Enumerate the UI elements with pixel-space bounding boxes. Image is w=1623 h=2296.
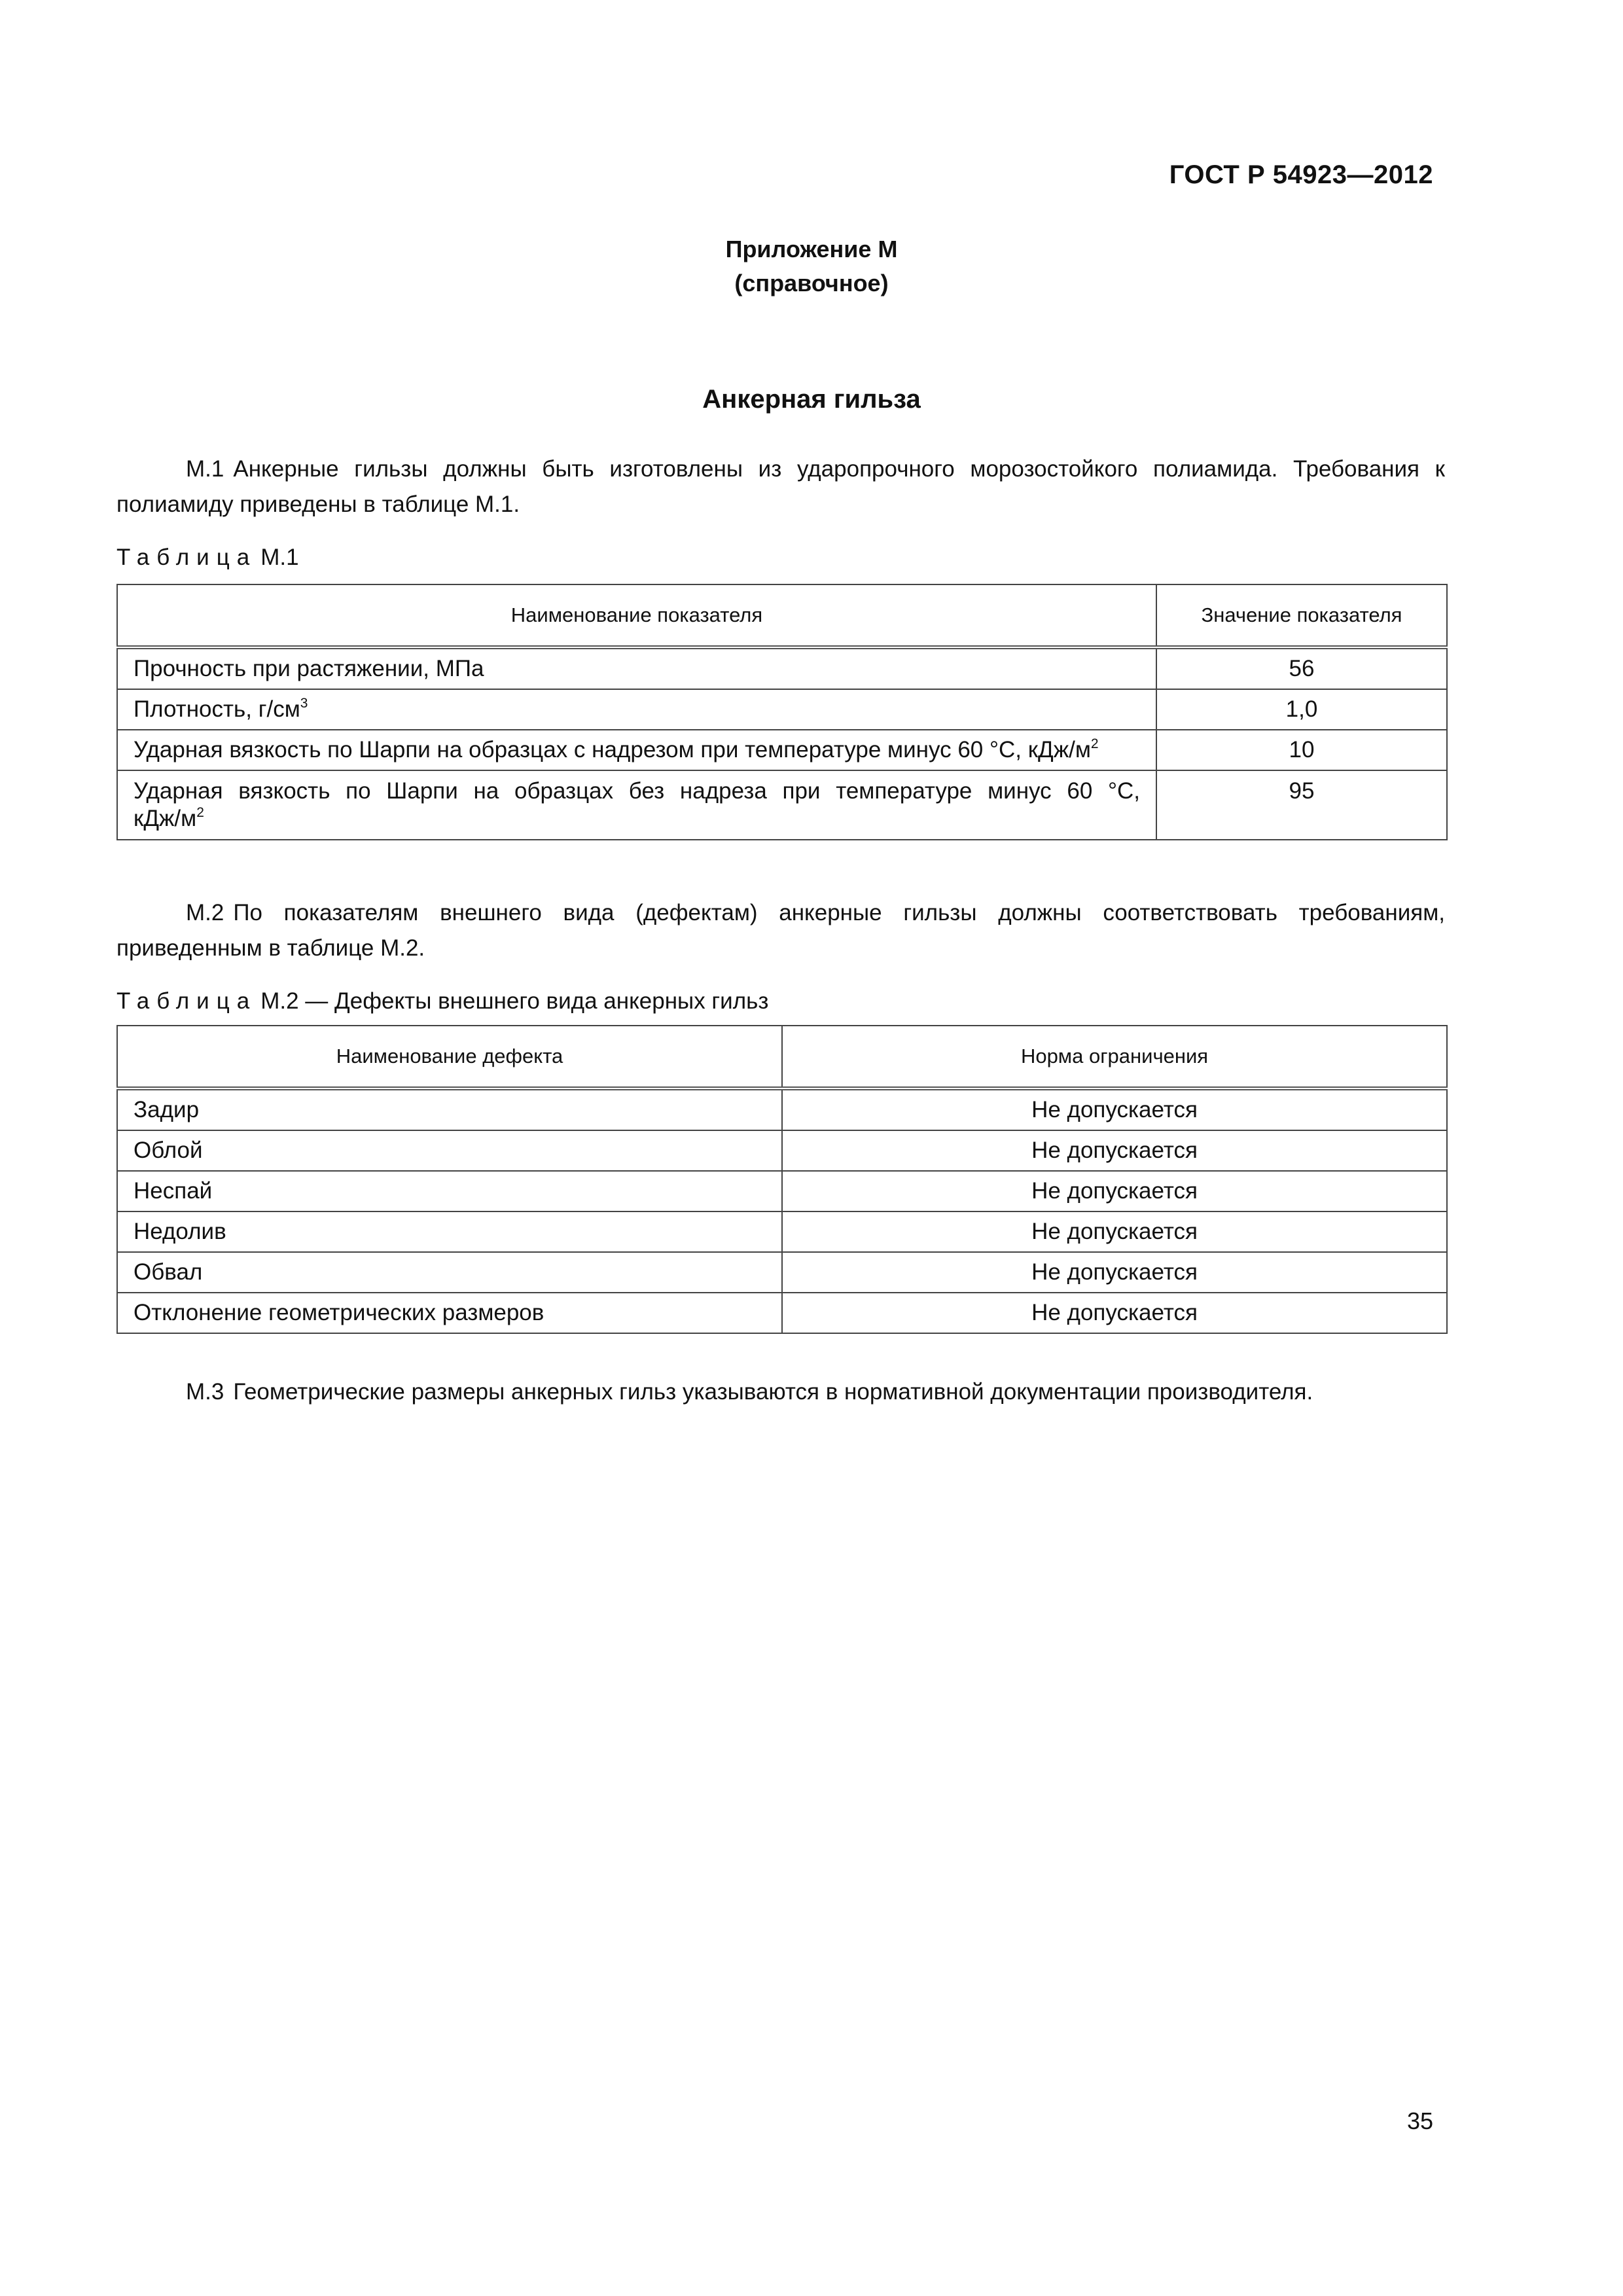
defect-name: Обвал — [117, 1252, 782, 1293]
defect-name: Отклонение геометрических размеров — [117, 1293, 782, 1333]
table-m1 — [116, 584, 1448, 840]
table-row — [117, 1130, 1447, 1171]
document-code: ГОСТ Р 54923—2012 — [1169, 160, 1433, 189]
paragraph-number: М.1 — [186, 456, 224, 482]
indicator-name: Плотность, г/см — [134, 696, 300, 722]
defect-norm: Не допускается — [782, 1130, 1447, 1171]
indicator-name: Ударная вязкость по Шарпи на образцах с надрезом при температуре минус 60 °С, кДж/м — [134, 737, 1091, 762]
paragraph-m1 — [116, 452, 1445, 522]
paragraph-text: Геометрические размеры анкерных гильз указываются в нормативной документации производителя. — [233, 1379, 1313, 1405]
appendix-subtitle: (справочное) — [734, 270, 889, 296]
column-header: Норма ограничения — [782, 1026, 1447, 1088]
defect-norm: Не допускается — [782, 1171, 1447, 1211]
table1-caption-word: Таблица — [116, 545, 257, 570]
paragraph-m3 — [116, 1374, 1445, 1410]
indicator-name-cell — [117, 730, 1156, 770]
defect-name: Неспай — [117, 1171, 782, 1211]
column-header: Наименование дефекта — [117, 1026, 782, 1088]
table-row — [117, 1293, 1447, 1333]
appendix-heading — [0, 232, 1623, 300]
table-row — [117, 1171, 1447, 1211]
indicator-name-line2: кДж/м — [134, 806, 197, 831]
appendix-title: Приложение М — [725, 236, 898, 262]
table1-caption — [116, 541, 299, 574]
paragraph-number: М.2 — [186, 900, 224, 925]
indicator-value: 56 — [1156, 647, 1447, 689]
table-row — [117, 770, 1447, 840]
table2-caption-word: Таблица — [116, 988, 257, 1014]
column-header: Значение показателя — [1156, 584, 1447, 647]
unit-exponent: 3 — [300, 696, 308, 711]
defect-norm: Не допускается — [782, 1088, 1447, 1130]
unit-exponent: 2 — [1090, 736, 1099, 751]
defect-name: Недолив — [117, 1211, 782, 1252]
defect-norm: Не допускается — [782, 1252, 1447, 1293]
table-row — [117, 1088, 1447, 1130]
indicator-name-cell — [117, 770, 1156, 840]
defect-norm: Не допускается — [782, 1293, 1447, 1333]
table-row — [117, 1252, 1447, 1293]
indicator-name-line1: Ударная вязкость по Шарпи на образцах без надреза при температуре минус 60 °С, — [134, 778, 1140, 804]
indicator-name-cell — [117, 689, 1156, 730]
table-row — [117, 689, 1447, 730]
defect-norm: Не допускается — [782, 1211, 1447, 1252]
indicator-value: 95 — [1156, 770, 1447, 840]
defect-name: Облой — [117, 1130, 782, 1171]
table-m2 — [116, 1025, 1448, 1334]
table2-caption — [116, 985, 768, 1018]
column-header: Наименование показателя — [117, 584, 1156, 647]
paragraph-m2 — [116, 895, 1445, 966]
table-header-row — [117, 584, 1447, 647]
table-row — [117, 730, 1447, 770]
section-title: Анкерная гильза — [702, 385, 921, 414]
paragraph-text: По показателям внешнего вида (дефектам) анкерные гильзы должны соответствовать требованиям, приведенным в таблице М.2. — [116, 900, 1445, 961]
page-number: 35 — [1406, 2108, 1433, 2134]
indicator-value: 1,0 — [1156, 689, 1447, 730]
indicator-name: Прочность при растяжении, МПа — [117, 647, 1156, 689]
table-row — [117, 647, 1447, 689]
table1-caption-number: М.1 — [260, 545, 299, 570]
paragraph-text: Анкерные гильзы должны быть изготовлены из ударопрочного морозостойкого полиамида. Требования к полиамиду приведены в таблице М.1. — [116, 456, 1445, 517]
table-header-row — [117, 1026, 1447, 1088]
table-row — [117, 1211, 1447, 1252]
paragraph-number: М.3 — [186, 1379, 224, 1405]
indicator-value: 10 — [1156, 730, 1447, 770]
defect-name: Задир — [117, 1088, 782, 1130]
unit-exponent: 2 — [196, 805, 204, 820]
table2-caption-number: М.2 — Дефекты внешнего вида анкерных гильз — [260, 988, 769, 1014]
